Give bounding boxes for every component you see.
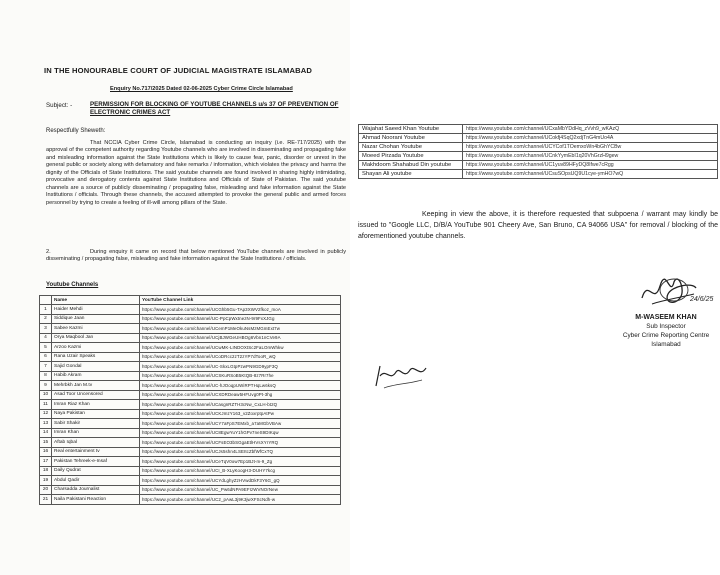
channel-name: Ahmad Noorani Youtube [359, 134, 463, 143]
row-number: 11 [40, 400, 52, 410]
table-row [359, 134, 718, 143]
channel-link[interactable]: https://www.youtube.com/channel/UCemP1MeOkuNsMzMGmExt7w [140, 324, 341, 334]
row-number: 9 [40, 381, 52, 391]
channel-link[interactable]: https://www.youtube.com/channel/UC2_pAwL3j9K3jwXFScNdh-w [140, 495, 341, 505]
channel-link[interactable]: https://www.youtube.com/channel/UCFsEO3bSGgaEtlHVsXYrYRQ [140, 438, 341, 448]
channel-link[interactable]: https://www.youtube.com/channel/UC-hJOoqpUWiRPTHqLw6ksQ [140, 381, 341, 391]
channel-link[interactable]: https://www.youtube.com/channel/UC1yuv89HFyDQ8Ifwe7cRgg [463, 161, 718, 170]
table-row [40, 495, 341, 505]
row-number: 1 [40, 305, 52, 315]
paragraph-2 [46, 249, 346, 264]
channels-table [39, 295, 341, 505]
row-number: 18 [40, 466, 52, 476]
channel-link[interactable]: https://www.youtube.com/channel/UCoDRcc2zT2zYP7dTooR_wQ [140, 352, 341, 362]
channel-link[interactable]: https://www.youtube.com/channel/UCYCof1TOemxoWn4bGhYCBw [463, 143, 718, 152]
channel-link[interactable]: https://www.youtube.com/channel/UCjBJWGeUHBOg6Vbn1nCVe9A [140, 333, 341, 343]
row-number: 12 [40, 409, 52, 419]
channel-link[interactable]: https://www.youtube.com/channel/UCnkYymEbI1q20VhGrzH9gew [463, 152, 718, 161]
table-row [40, 419, 341, 429]
row-number: 14 [40, 428, 52, 438]
channel-name: Makhdoom Shahabud Din youtube [359, 161, 463, 170]
table-row [359, 161, 718, 170]
court-title: IN THE HONOURABLE COURT OF JUDICIAL MAGISTRATE ISLAMABAD [44, 66, 312, 75]
channel-link[interactable]: https://www.youtube.com/channel/UCI_B-XLyKoogH3-DUHY7kcg [140, 466, 341, 476]
table-row [40, 352, 341, 362]
channel-link[interactable]: https://www.youtube.com/channel/UCYdLghyZzHVwdDkF3Y6G_gQ [140, 476, 341, 486]
left-page [0, 0, 350, 575]
continued-channels-table [358, 124, 718, 179]
channel-name: Asad Toor Uncensored [52, 390, 140, 400]
table-row [40, 324, 341, 334]
channel-name: Naila Pakistani Reaction [52, 495, 140, 505]
enquiry-line: Enquiry No.717/2025 Dated 02-06-2025 Cyber Crime Circle Islamabad [110, 86, 293, 92]
header-name: Name [52, 296, 140, 305]
channel-name: Haider Mehdi [52, 305, 140, 315]
channel-name: Abdul Qadir [52, 476, 140, 486]
officer-name: M-WASEEM KHAN [635, 314, 697, 321]
channel-name: Arzoo Kazmi [52, 343, 140, 353]
channel-link[interactable]: https://www.youtube.com/channel/UC-SkxLGtpPzwPN9GD9ypF3Q [140, 362, 341, 372]
row-number: 10 [40, 390, 52, 400]
channel-link[interactable]: https://www.youtube.com/channel/UC-PpCpWxtnezN-9r9FxXJGg [140, 314, 341, 324]
row-number: 2 [40, 314, 52, 324]
channel-name: Wajahat Saeed Khan Youtube [359, 125, 463, 134]
row-number: 7 [40, 362, 52, 372]
table-row [40, 485, 341, 495]
table-row [40, 457, 341, 467]
table-row [359, 125, 718, 134]
officer-office: Cyber Crime Reporting Centre [622, 332, 710, 339]
signature-block [614, 313, 718, 349]
channel-name: Imran Riaz Khan [52, 400, 140, 410]
channel-name: Sajid Gondal [52, 362, 140, 372]
row-number: 19 [40, 476, 52, 486]
paragraph-2-number: 2. [46, 249, 51, 255]
officer-city: Islamabad [651, 341, 681, 348]
row-number: 8 [40, 371, 52, 381]
channel-link[interactable]: https://www.youtube.com/channel/UCasgnRZTH3cNw_CxLH-bt2Q [140, 400, 341, 410]
channel-link[interactable]: https://www.youtube.com/channel/UCokfj4SqQ2xdjTnG4mUo4A [463, 134, 718, 143]
header-link: YouTube Channel Link [140, 296, 341, 305]
row-number: 15 [40, 438, 52, 448]
table-row [40, 390, 341, 400]
channel-name: Siddique Jaan [52, 314, 140, 324]
header-number [40, 296, 52, 305]
table-row [40, 381, 341, 391]
channel-link[interactable]: https://www.youtube.com/channel/UCXDRDeaw5HFUvg0Pt-3hg [140, 390, 341, 400]
channel-link[interactable]: https://www.youtube.com/channel/UCGhb5Gu-TAp3XWV2fkoz_moA [140, 305, 341, 315]
channels-table-header [40, 296, 341, 305]
channel-name: Shayan Ali youtube [359, 170, 463, 179]
channel-name: Imran Khan [52, 428, 140, 438]
paragraph-2-text: During enquiry it came on record that below mentioned YouTube channels are involved in publicly disseminating / propagating false, misleading and fake information against the State Institutions / officials. [46, 249, 346, 263]
right-page [352, 0, 720, 575]
channel-name: Rana Uzair Speaks [52, 352, 140, 362]
table-row [40, 428, 341, 438]
request-paragraph-text: Keeping in view the above, it is therefore requested that subpoena / warrant may kindly be issued to "Google LLC, D/B/A YouTube 901 Cheery Ave, San Bruno, CA 94066 USA" for removal / blocking of the aforementioned youtube channels. [358, 211, 718, 240]
row-number: 16 [40, 447, 52, 457]
channel-name: Daily Qudrat [52, 466, 140, 476]
row-number: 17 [40, 457, 52, 467]
channel-name: Sabee Kazmi [52, 324, 140, 334]
table-row [40, 305, 341, 315]
channel-link[interactable]: https://www.youtube.com/channel/UC_Pw6dNPA9EFIzWVNOrNew [140, 485, 341, 495]
channel-link[interactable]: https://www.youtube.com/channel/UCKJmzY163_v2ZoxrptpAtPw [140, 409, 341, 419]
table-row [40, 362, 341, 372]
row-number: 21 [40, 495, 52, 505]
channel-name: Naya Pakistan [52, 409, 140, 419]
channel-name: Habib Akram [52, 371, 140, 381]
table-row [40, 400, 341, 410]
table-row [40, 343, 341, 353]
row-number: 20 [40, 485, 52, 495]
table-row [40, 466, 341, 476]
table-row [40, 333, 341, 343]
paragraph-1: That NCCIA Cyber Crime Circle, Islamabad is conducting an inquiry (i.e. RE-717/2025) with the approval of the competent authority regarding Youtube channels who are involved in disseminating and propagating fake and misleading information against the State Institutions which is likely to cause fear, panic, disorder or unrest in the general public or society along with defamatory and fake remarks / information, which violates the privacy and harms the dignity of the Officials of State Institutions. The said youtube channels are found involved in sharing highly intimidating, provocative and derogatory contents against State Institutions and Officials of State of Pakistan. The said youtube channels are a source of publicly disseminating / propagating false, misleading and fake information against the State Institutions / officials. Through these channels, the accused attempted to provoke the general public and armed forces personnel by trying to create a feeling of ill-will among pillars of the State. [46, 140, 346, 206]
subject-text: PERMISSION FOR BLOCKING OF YOUTUBE CHANNELS u/s 37 OF PREVENTION OF ELECTRONIC CRIMES ACT [90, 101, 339, 116]
table-row [40, 371, 341, 381]
handwritten-scribble [374, 362, 434, 390]
officer-title: Sub Inspector [646, 323, 686, 330]
table-row [40, 409, 341, 419]
table-row [359, 170, 718, 179]
row-number: 5 [40, 343, 52, 353]
salutation: Respectfully Sheweth: [46, 128, 106, 134]
row-number: 4 [40, 333, 52, 343]
channel-name: Nazar Chohan Youtube [359, 143, 463, 152]
channel-name: Charsadda Journalist [52, 485, 140, 495]
table-row [359, 152, 718, 161]
table-row [40, 447, 341, 457]
channel-name: Real entertainment tv [52, 447, 140, 457]
channel-link[interactable]: https://www.youtube.com/channel/UCSKuRSoB5KtQB-8z7Rr7he [140, 371, 341, 381]
row-number: 6 [40, 352, 52, 362]
row-number: 13 [40, 419, 52, 429]
channel-link[interactable]: https://www.youtube.com/channel/UCeTqV0ow7Ep1BJt-m-9_Zg [140, 457, 341, 467]
channel-link[interactable]: https://www.youtube.com/channel/UCwMK-LINDOXtSc2FaLOmWhkw [140, 343, 341, 353]
signature-mark [634, 268, 714, 318]
subject-label: Subject: - [46, 102, 73, 109]
channel-link[interactable]: https://www.youtube.com/channel/UCY7aFpS7EMxb_a7aMGbVBAw [140, 419, 341, 429]
channel-link[interactable]: https://www.youtube.com/channel/UCsuSOpsUQ9U1cye-ymHO7wQ [463, 170, 718, 179]
table-row [40, 314, 341, 324]
row-number: 3 [40, 324, 52, 334]
channel-name: Aftab Iqbal [52, 438, 140, 448]
channel-name: Moeed Pirzada Youtube [359, 152, 463, 161]
channel-name: Sabir Shakir [52, 419, 140, 429]
channel-name: Orya Maqbool Jan [52, 333, 140, 343]
channel-link[interactable]: https://www.youtube.com/channel/UCxaMbYDdHq_zVvh9_wKAzQ [463, 125, 718, 134]
channel-link[interactable]: https://www.youtube.com/channel/UCJs5shn4LSEItcZbfWfCxTQ [140, 447, 341, 457]
youtube-channels-heading: Youtube Channels [46, 282, 99, 288]
channel-name: Pakistan Tehreek-e-Insaf [52, 457, 140, 467]
table-row [40, 438, 341, 448]
channel-link[interactable]: https://www.youtube.com/channel/UC8EgwYuY1hGPv7neS9DIKqw [140, 428, 341, 438]
channel-name: Mehrbkh Jan M.tv [52, 381, 140, 391]
table-row [359, 143, 718, 152]
signature-date: 24/6/25 [690, 296, 714, 303]
table-row [40, 476, 341, 486]
request-paragraph [358, 209, 718, 242]
